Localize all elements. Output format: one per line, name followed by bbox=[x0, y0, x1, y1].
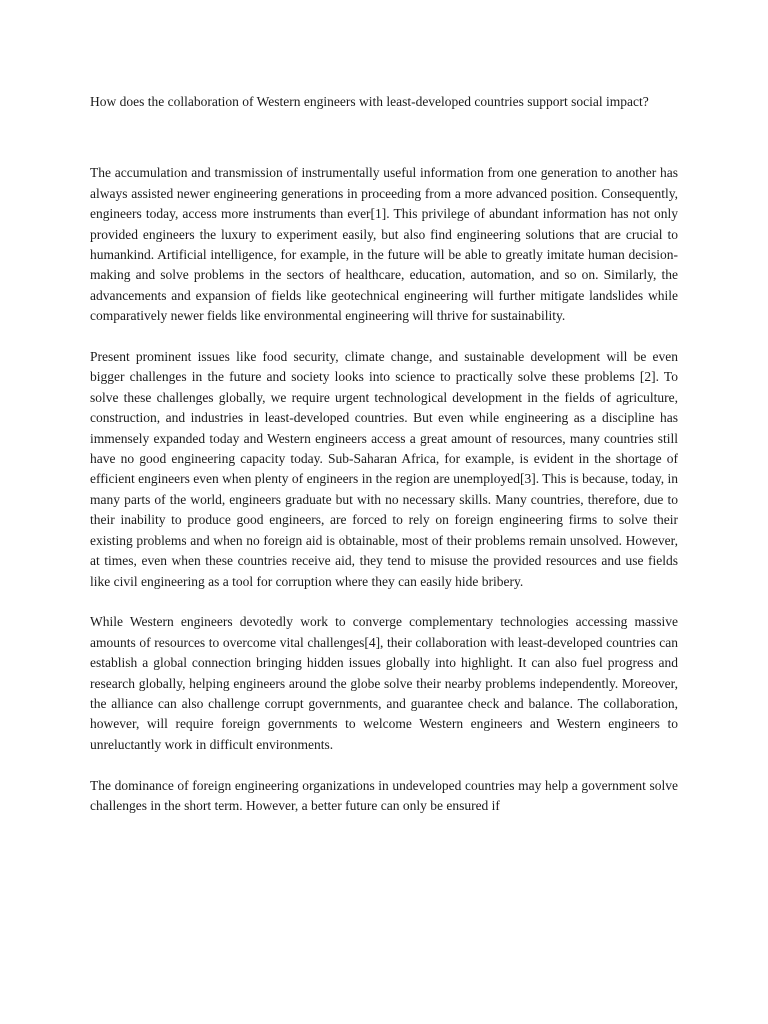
paragraph-1: The accumulation and transmission of instrumentally useful information from one generation to another has always assisted newer engineering generations in proceeding from a more advanced position. Consequently, engineers today, access more instruments than ever[1]. This privilege of abundant information has not only provided engineers the luxury to experiment easily, but also find engineering solutions that are crucial to humankind. Artificial intelligence, for example, in the future will be able to greatly imitate human decision-making and solve problems in the sectors of healthcare, education, automation, and so on. Similarly, the advancements and expansion of fields like geotechnical engineering will further mitigate landslides while comparatively newer fields like environmental engineering will thrive for sustainability. bbox=[90, 165, 678, 324]
essay-question: How does the collaboration of Western engineers with least-developed countries support social impact? bbox=[90, 94, 649, 109]
paragraph-3: While Western engineers devotedly work to converge complementary technologies accessing massive amounts of resources to overcome vital challenges[4], their collaboration with least-developed countries can establish a global connection bringing hidden issues globally into highlight. It can also fuel progress and research globally, helping engineers around the globe solve their nearby problems independently. Moreover, the alliance can also challenge corrupt governments, and guarantee check and balance. The collaboration, however, will require foreign governments to welcome Western engineers and Western engineers to unreluctantly work in difficult environments. bbox=[90, 614, 678, 752]
paragraph-4: The dominance of foreign engineering organizations in undeveloped countries may help a government solve challenges in the short term. However, a better future can only be ensured if bbox=[90, 777, 678, 813]
paragraph-2: Present prominent issues like food security, climate change, and sustainable development will be even bigger challenges in the future and society looks into science to practically solve these problems [2]. To solve these challenges globally, we require urgent technological development in the fields of agriculture, construction, and industries in least-developed countries. But even while engineering as a discipline has immensely expanded today and Western engineers access a great amount of resources, many countries still have no good engineering capacity today. Sub-Saharan Africa, for example, is evident in the shortage of efficient engineers even when plenty of engineers in the region are unemployed[3]. This is because, today, in many parts of the world, engineers graduate but with no necessary skills. Many countries, therefore, due to their inability to produce good engineers, are forced to rely on foreign engineering firms to solve their existing problems and when no foreign aid is obtainable, most of their problems remain unsolved. However, at times, even when these countries receive aid, they tend to misuse the provided resources and use fields like civil engineering as a tool for corruption where they can easily hide bribery. bbox=[90, 349, 678, 589]
document-page bbox=[90, 92, 678, 837]
